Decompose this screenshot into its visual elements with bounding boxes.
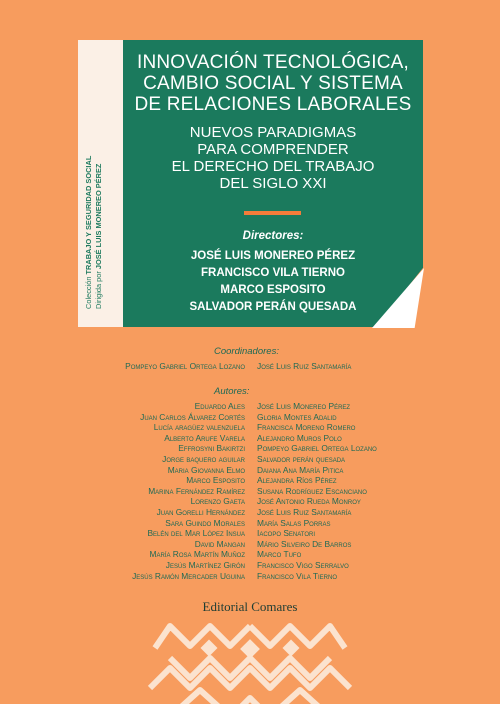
- collection-name: TRABAJO Y SEGURIDAD SOCIAL: [84, 155, 93, 275]
- author-name: Francisco Vigo Serralvo: [257, 559, 349, 570]
- book-title: INNOVACIÓN TECNOLÓGICA, CAMBIO SOCIAL Y SISTEMA DE RELACIONES LABORALES: [134, 52, 412, 115]
- directed-prefix: Dirigida por: [94, 271, 103, 309]
- authors-left-column: [132, 401, 245, 581]
- author-name: Daiana Ana María Pitica: [257, 464, 344, 475]
- author-name: Effrosyni Bakirtzi: [178, 443, 245, 454]
- book-subtitle: NUEVOS PARADIGMAS PARA COMPRENDER EL DERECHO DEL TRABAJO DEL SIGLO XXI: [171, 124, 375, 192]
- author-name: Sara Guindo Morales: [165, 517, 245, 528]
- author-name: Marco Tufo: [257, 549, 302, 560]
- publisher-name: Editorial Comares: [202, 599, 298, 614]
- author-name: Marco Esposito: [186, 475, 245, 486]
- authors-right-column: [257, 401, 377, 581]
- collection-sidebar: [78, 40, 123, 327]
- author-name: Lorenzo Gaeta: [190, 496, 245, 507]
- author-name: Susana Rodríguez Escanciano: [257, 485, 367, 496]
- author-name: María Rosa Martín Muñoz: [149, 549, 245, 560]
- author-name: Maria Giovanna Elmo: [167, 464, 245, 475]
- authors-label: Autores:: [214, 386, 250, 397]
- author-name: Belén del Mar López Insua: [147, 528, 245, 539]
- collection-prefix: Colección: [84, 276, 93, 309]
- author-name: Alejandra Ríos Pérez: [257, 475, 337, 486]
- author-name: Jorge baquero aguilar: [162, 453, 245, 464]
- author-name: José Luis Monereo Pérez: [257, 401, 351, 411]
- author-name: Pompeyo Gabriel Ortega Lozano: [257, 443, 377, 454]
- author-name: José Antonio Rueda Monroy: [257, 496, 361, 507]
- author-name: Francisca Moreno Romero: [257, 422, 356, 433]
- author-name: Eduardo Ales: [194, 401, 245, 411]
- author-name: María Salas Porras: [257, 517, 331, 528]
- author-name: Jesús Ramón Mercader Uguina: [132, 570, 245, 581]
- directors-label: Directores:: [242, 230, 304, 242]
- coordinator-right: José Luis Ruiz Santamaría: [257, 361, 352, 371]
- author-name: Francisco Vila Tierno: [257, 570, 337, 581]
- directors-list: JOSÉ LUIS MONEREO PÉREZ FRANCISCO VILA TIERNO MARCO ESPOSITO SALVADOR PERÁN QUESADA: [189, 250, 357, 313]
- author-name: Alberto Arufe Varela: [164, 432, 245, 443]
- divider-bar: [244, 211, 301, 215]
- author-name: Mário Silveiro De Barros: [257, 538, 352, 549]
- geometric-ornament-icon: [140, 618, 360, 704]
- author-name: Juan Gorelli Hernández: [156, 506, 245, 517]
- directed-name: JOSÉ LUIS MONEREO PÉREZ: [94, 163, 103, 270]
- author-name: Iacopo Senatori: [257, 528, 316, 539]
- author-name: Jesús Martínez Girón: [165, 559, 245, 570]
- author-name: David Mangan: [194, 538, 245, 549]
- author-name: Lucía aragüez valenzuela: [153, 422, 245, 433]
- coordinators-label: Coordinadores:: [214, 346, 279, 357]
- coordinator-left: Pompeyo Gabriel Ortega Lozano: [125, 361, 245, 371]
- author-name: José Luis Ruiz Santamaría: [257, 506, 352, 517]
- collection-info: [84, 156, 104, 309]
- author-name: Gloria Montes Adalid: [257, 411, 337, 422]
- author-name: Juan Carlos Álvarez Cortés: [140, 411, 245, 422]
- author-name: Salvador perán quesada: [257, 453, 346, 464]
- author-name: Marina Fernández Ramírez: [148, 485, 245, 496]
- author-name: Alejandro Muros Polo: [257, 432, 342, 443]
